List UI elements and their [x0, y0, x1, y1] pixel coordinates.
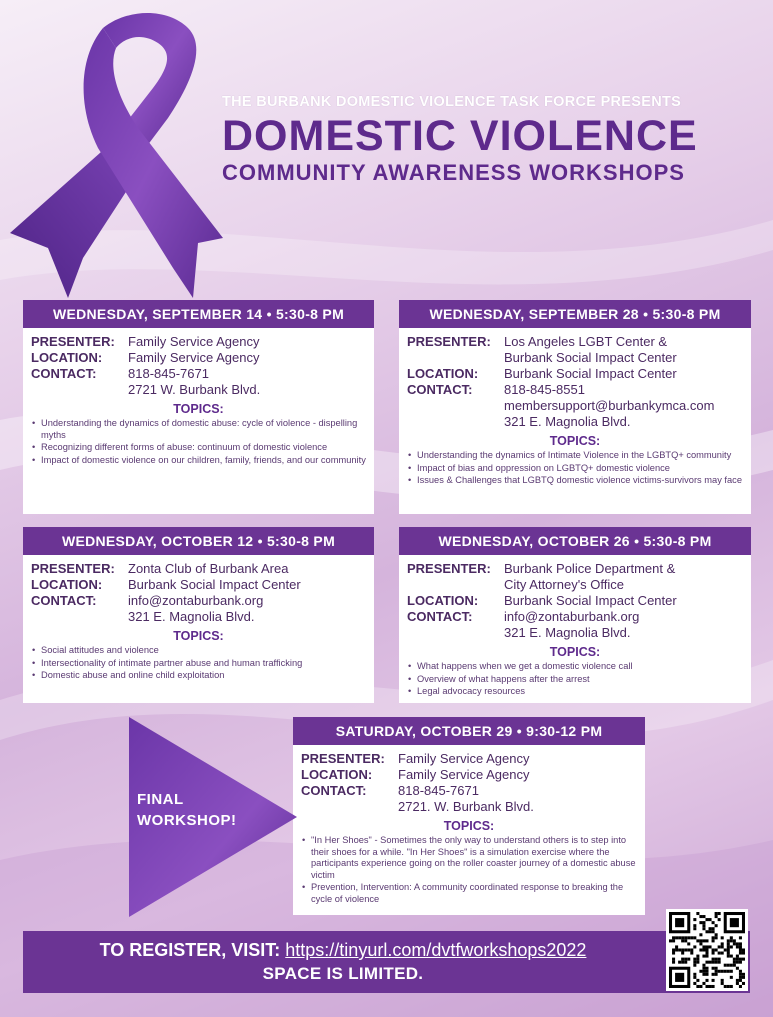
- topics-heading: TOPICS:: [549, 645, 601, 659]
- topic-item: • Prevention, Intervention: A community coordinated response to breaking the cycle of violence: [301, 882, 637, 905]
- contact-line: 321 E. Magnolia Blvd.: [504, 414, 631, 429]
- contact-line: 321 E. Magnolia Blvd.: [504, 625, 631, 640]
- workshop-date-heading: SATURDAY, OCTOBER 29 • 9:30-12 PM: [293, 717, 645, 745]
- presenter-row: [407, 561, 743, 593]
- contact-label: CONTACT:: [301, 783, 367, 798]
- register-bar: [23, 931, 750, 993]
- workshop-card: [399, 300, 751, 514]
- awareness-ribbon-icon: [8, 8, 223, 298]
- topic-item: • Domestic abuse and online child exploitation: [31, 670, 366, 682]
- contact-value: [128, 593, 366, 625]
- workshop-date-heading: WEDNESDAY, SEPTEMBER 14 • 5:30-8 PM: [23, 300, 374, 328]
- presenter-row: [407, 334, 743, 366]
- location-row: [301, 767, 637, 783]
- register-link[interactable]: https://tinyurl.com/dvtfworkshops2022: [285, 940, 587, 960]
- register-line: [23, 940, 663, 961]
- topics-heading: TOPICS:: [443, 819, 495, 833]
- contact-value: [398, 783, 637, 815]
- page-subtitle: COMMUNITY AWARENESS WORKSHOPS: [222, 160, 685, 185]
- presenter-label: PRESENTER:: [301, 751, 385, 766]
- contact-line: info@zontaburbank.org: [504, 609, 640, 624]
- contact-row: [31, 366, 366, 398]
- presenter-value: [504, 334, 743, 366]
- contact-label: CONTACT:: [407, 609, 473, 624]
- contact-line: 2721. W. Burbank Blvd.: [398, 799, 534, 814]
- location-label: LOCATION:: [31, 350, 103, 365]
- location-row: [31, 577, 366, 593]
- location-value: [504, 366, 743, 382]
- presenter-value: [128, 561, 366, 577]
- topic-item: • Legal advocacy resources: [407, 686, 743, 698]
- topic-item: • Impact of domestic violence on our children, family, friends, and our community: [31, 455, 366, 467]
- contact-row: [301, 783, 637, 815]
- contact-line: membersupport@burbankymca.com: [504, 398, 715, 413]
- topic-item: • What happens when we get a domestic violence call: [407, 661, 743, 673]
- qr-code-graphic: [669, 912, 745, 988]
- topics-list: [31, 645, 366, 682]
- workshop-card: [293, 717, 645, 915]
- topic-item: • Recognizing different forms of abuse: continuum of domestic violence: [31, 442, 366, 454]
- presenter-line: Zonta Club of Burbank Area: [128, 561, 289, 576]
- workshop-details: [23, 555, 374, 689]
- location-value: [128, 350, 366, 366]
- contact-value: [504, 609, 743, 641]
- workshop-card: [399, 527, 751, 703]
- topic-item: • Understanding the dynamics of domestic abuse: cycle of violence - dispelling myths: [31, 418, 366, 441]
- topic-item: • Overview of what happens after the arrest: [407, 674, 743, 686]
- presenter-line: City Attorney's Office: [504, 577, 625, 592]
- location-label: LOCATION:: [301, 767, 373, 782]
- presenter-row: [301, 751, 637, 767]
- contact-row: [31, 593, 366, 625]
- final-line-2: WORKSHOP!: [137, 812, 237, 829]
- presenter-label: PRESENTER:: [407, 334, 491, 349]
- topics-list: [31, 418, 366, 466]
- topics-heading: TOPICS:: [549, 434, 601, 448]
- topics-list: [407, 661, 743, 698]
- header: [222, 94, 762, 186]
- final-line-1: FINAL: [137, 791, 184, 808]
- workshop-card: [23, 300, 374, 514]
- presenter-label: PRESENTER:: [31, 561, 115, 576]
- workshop-date-heading: WEDNESDAY, OCTOBER 12 • 5:30-8 PM: [23, 527, 374, 555]
- location-value: [128, 577, 366, 593]
- contact-line: 818-845-7671: [398, 783, 479, 798]
- presenter-label: PRESENTER:: [407, 561, 491, 576]
- location-line: Family Service Agency: [398, 767, 530, 782]
- contact-line: info@zontaburbank.org: [128, 593, 264, 608]
- contact-value: [504, 382, 743, 430]
- presenter-line: Family Service Agency: [398, 751, 530, 766]
- workshop-details: [399, 328, 751, 494]
- contact-label: CONTACT:: [407, 382, 473, 397]
- topic-item: • "In Her Shoes" - Sometimes the only way to understand others is to step into their shoes for a while. "In Her Shoes" is a simulation exercise where the participants experience going on the roller coaster journey of a domestic abuse victim: [301, 835, 637, 881]
- contact-label: CONTACT:: [31, 593, 97, 608]
- presenter-value: [398, 751, 637, 767]
- location-value: [398, 767, 637, 783]
- location-line: Burbank Social Impact Center: [504, 366, 677, 381]
- presenter-value: [504, 561, 743, 593]
- contact-line: 818-845-7671: [128, 366, 209, 381]
- contact-row: [407, 382, 743, 430]
- final-workshop-label: [137, 789, 237, 831]
- location-row: [407, 366, 743, 382]
- workshop-details: [399, 555, 751, 705]
- workshop-card: [23, 527, 374, 703]
- location-label: LOCATION:: [407, 593, 479, 608]
- presenter-line: Family Service Agency: [128, 334, 260, 349]
- contact-line: 818-845-8551: [504, 382, 585, 397]
- workshop-details: [23, 328, 374, 473]
- presenter-line: Burbank Police Department &: [504, 561, 676, 576]
- contact-value: [128, 366, 366, 398]
- location-value: [504, 593, 743, 609]
- topic-item: • Intersectionality of intimate partner abuse and human trafficking: [31, 658, 366, 670]
- workshop-details: [293, 745, 645, 912]
- topic-item: • Issues & Challenges that LGBTQ domestic violence victims-survivors may face: [407, 475, 743, 487]
- space-limited: SPACE IS LIMITED.: [262, 964, 424, 983]
- location-row: [31, 350, 366, 366]
- location-line: Burbank Social Impact Center: [504, 593, 677, 608]
- workshop-date-heading: WEDNESDAY, SEPTEMBER 28 • 5:30-8 PM: [399, 300, 751, 328]
- page-title: DOMESTIC VIOLENCE: [222, 112, 698, 160]
- topics-list: [407, 450, 743, 487]
- contact-row: [407, 609, 743, 641]
- location-label: LOCATION:: [31, 577, 103, 592]
- location-line: Burbank Social Impact Center: [128, 577, 301, 592]
- qr-code-icon[interactable]: [666, 909, 748, 991]
- presenter-line: Burbank Social Impact Center: [504, 350, 677, 365]
- contact-line: 2721 W. Burbank Blvd.: [128, 382, 261, 397]
- presenter-row: [31, 334, 366, 350]
- topic-item: • Social attitudes and violence: [31, 645, 366, 657]
- presenter-label: PRESENTER:: [31, 334, 115, 349]
- location-line: Family Service Agency: [128, 350, 260, 365]
- contact-line: 321 E. Magnolia Blvd.: [128, 609, 255, 624]
- topics-list: [301, 835, 637, 905]
- contact-label: CONTACT:: [31, 366, 97, 381]
- workshop-date-heading: WEDNESDAY, OCTOBER 26 • 5:30-8 PM: [399, 527, 751, 555]
- topics-heading: TOPICS:: [173, 402, 224, 416]
- presents-line: THE BURBANK DOMESTIC VIOLENCE TASK FORCE PRESENTS: [222, 94, 682, 110]
- presenter-value: [128, 334, 366, 350]
- topic-item: • Understanding the dynamics of Intimate Violence in the LGBTQ+ community: [407, 450, 743, 462]
- presenter-line: Los Angeles LGBT Center &: [504, 334, 668, 349]
- location-label: LOCATION:: [407, 366, 479, 381]
- location-row: [407, 593, 743, 609]
- topics-heading: TOPICS:: [173, 629, 224, 643]
- topic-item: • Impact of bias and oppression on LGBTQ+ domestic violence: [407, 463, 743, 475]
- register-prefix: TO REGISTER, VISIT:: [99, 940, 281, 960]
- presenter-row: [31, 561, 366, 577]
